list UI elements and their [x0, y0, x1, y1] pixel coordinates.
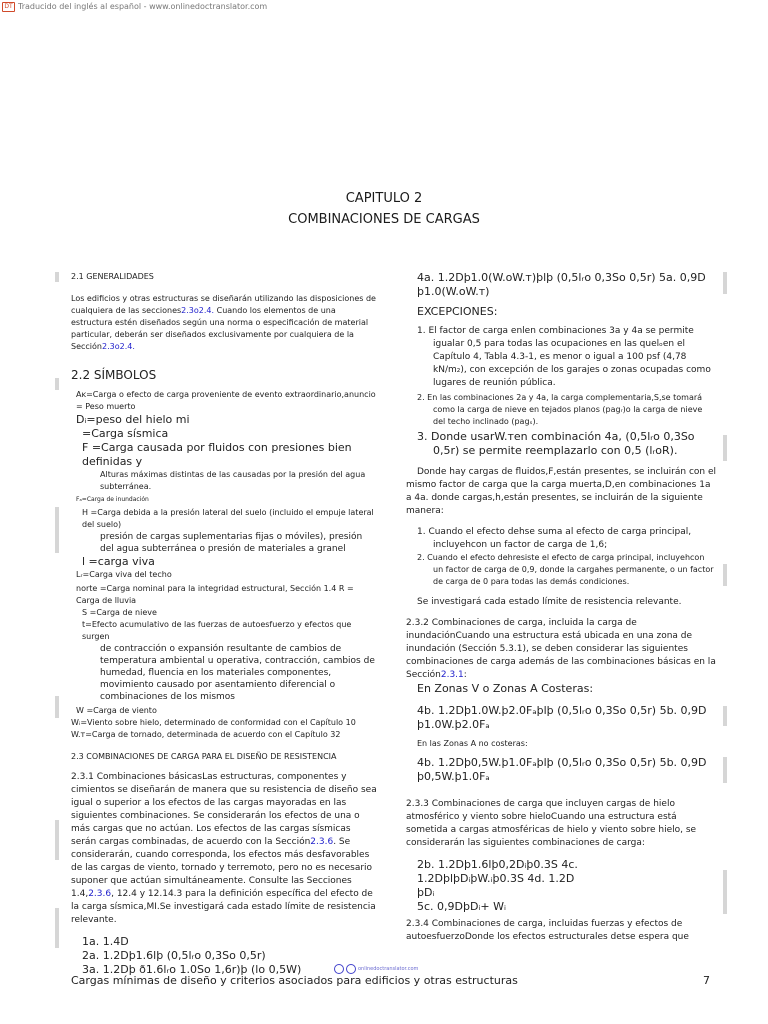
symbol-di: Dᵢ=peso del hielo mi	[76, 413, 190, 426]
formula-4c: 1.2DþlþDᵢþW.ᵢþ0.3S 4d. 1.2D	[417, 872, 575, 885]
exception-2: 2. En las combinaciones 2a y 4a, la carga complementaria,S,se tomará como la carga de nieve en tejados planos (pagᵣ)o la carga de nieve del techo inclinado (pagₛ).	[417, 393, 703, 426]
section-2-3-1-paragraph: 2.3.1 Combinaciones básicasLas estructuras, componentes y cimientos se diseñarán de manera que su resistencia de diseño sea igual o superior a los efectos de las cargas mayoradas en las siguientes combinaciones. Se considerarán los efectos de una o más cargas que no actúan. Los efectos de las cargas sísmicas serán cargas combinadas, de acuerdo con la Sección2.3.6. Se considerarán, cuando corresponda, los efectos más desfavorables de las cargas de viento, tornado y terremoto, pero no es necesario suponer que actúan simultáneamente. Consulte las Secciones 1.4,2.3.6, 12.4 y 12.14.3 para la definición específica del efecto de la carga sísmica,MI.Se investigará cada estado límite de resistencia relevante.	[71, 772, 377, 925]
translator-watermark-icon	[346, 964, 356, 974]
margin-marker	[723, 757, 727, 783]
section-link[interactable]: 2.3.6	[88, 889, 112, 899]
symbol-l: l =carga viva	[82, 555, 155, 568]
section-link[interactable]: 2.3o2.4.	[181, 306, 215, 315]
exceptions-heading: EXCEPCIONES:	[417, 305, 498, 318]
symbol-h: H =Carga debida a la presión lateral del suelo (incluido el empuje lateral del suelo)	[82, 508, 374, 529]
section-link[interactable]: 2.3o2.4.	[101, 342, 135, 351]
h-load-item-2: 2. Cuando el efecto dehresiste el efecto de carga principal, incluyehcon un factor de carga de 0,9, donde la cargahes permanente, o un factor de carga de 0 para todas las demás condiciones.	[417, 553, 714, 586]
section-2-3-2-paragraph: 2.3.2 Combinaciones de carga, incluida la carga de inundaciónCuando una estructura está ubicada en una zona de inundación (Sección 5.3.1), se deben considerar las siguientes combinaciones de carga además de las combinaciones básicas en la Sección2.3.1:	[406, 618, 716, 680]
symbol-w: W =Carga de viento	[76, 706, 157, 715]
margin-marker	[55, 908, 59, 948]
section-link[interactable]: 2.3.1	[440, 670, 464, 680]
exception-3: 3. Donde usarW.ᴛen combinación 4a, (0,5lᵣo 0,3So 0,5r) se permite reemplazarlo con 0,5 (lᵣoR).	[417, 430, 695, 457]
formula-4b-5b-a: 4b. 1.2Dþ0,5W.þ1.0Fₐþlþ (0,5lᵣo 0,3So 0,5r) 5b. 0,9D þ0,5W.þ1.0Fₐ	[417, 756, 707, 783]
translator-watermark-icon	[334, 964, 344, 974]
margin-marker	[723, 564, 727, 586]
symbol-fa: Fₐ=Carga de inundación	[76, 496, 149, 503]
section-2-2-heading: 2.2 SÍMBOLOS	[71, 368, 157, 382]
margin-marker	[55, 820, 59, 860]
section-link[interactable]: 2.3.6	[310, 837, 334, 847]
margin-marker	[55, 272, 59, 282]
page-footer: Cargas mínimas de diseño y criterios asociados para edificios y otras estructuras	[71, 974, 518, 987]
margin-marker	[55, 378, 59, 390]
margin-marker	[723, 272, 727, 294]
left-column	[71, 271, 377, 977]
section-2-3-heading: 2.3 COMBINACIONES DE CARGA PARA EL DISEÑO DE RESISTENCIA	[71, 752, 337, 761]
formula-1a: 1a. 1.4D	[82, 935, 129, 948]
symbol-h-desc: presión de cargas suplementarias fijas o móviles), presión del agua subterránea o presión de materiales a granel	[100, 532, 363, 554]
section-2-3-4-paragraph: 2.3.4 Combinaciones de carga, incluidas fuerzas y efectos de autoesfuerzoDonde los efectos estructurales detse espera que	[406, 919, 689, 942]
page-number: 7	[703, 974, 710, 987]
right-column	[406, 271, 716, 944]
fluid-loads-paragraph: Donde hay cargas de fluidos,F,están presentes, se incluirán con el mismo factor de carga que la carga muerta,D,en combinaciones 1a a 4a. donde cargas,h,están presentes, se incluirán de la siguiente manera:	[406, 467, 717, 516]
formula-5c: 5c. 0,9DþDᵢ+ Wᵢ	[417, 900, 506, 913]
margin-marker	[723, 435, 727, 461]
symbol-wt: W.ᴛ=Carga de tornado, determinada de acuerdo con el Capítulo 32	[71, 730, 341, 739]
zones-v-label: En Zonas V o Zonas A Costeras:	[417, 682, 594, 695]
margin-marker	[55, 507, 59, 553]
symbol-lr: Lᵣ=Carga viva del techo	[76, 570, 172, 579]
section-2-1-paragraph: Los edificios y otras estructuras se diseñarán utilizando las disposiciones de cualquiera de las secciones2.3o2.4. Cuando los elementos de una estructura estén diseñados según una norma o especificación de material particular, deberán ser diseñados exclusivamente por cualquiera de la Sección2.3o2.4.	[71, 294, 376, 351]
margin-marker	[723, 870, 727, 914]
chapter-number: CAPITULO 2	[345, 191, 423, 206]
symbol-f: F =Carga causada por fluidos con presiones bien definidas y	[82, 441, 352, 468]
formula-4a-5a: 4a. 1.2Dþ1.0(W.oW.ᴛ)þlþ (0,5lᵣo 0,3So 0,5r) 5a. 0,9D þ1.0(W.oW.ᴛ)	[417, 271, 706, 298]
symbol-ak: Aᴋ=Carga o efecto de carga proveniente de evento extraordinario,anuncio = Peso muerto	[76, 390, 376, 411]
limit-state-note: Se investigará cada estado límite de resistencia relevante.	[417, 597, 682, 607]
margin-marker	[55, 696, 59, 718]
symbol-s: S =Carga de nieve	[82, 608, 157, 617]
formula-3a: 3a. 1.2Dþ ð1.6lᵣo 1.0So 1,6r)þ (lo 0,5W)	[82, 963, 302, 976]
formula-2b: 2b. 1.2Dþ1.6lþ0,2Dᵢþ0.3S 4c.	[417, 858, 578, 871]
symbol-f-desc: Alturas máximas distintas de las causadas por la presión del agua subterránea.	[100, 470, 366, 491]
formula-4d: þDᵢ	[417, 886, 435, 899]
section-2-3-3-paragraph: 2.3.3 Combinaciones de carga que incluyen cargas de hielo atmosférico y viento sobre hieloCuando una estructura está sometida a cargas atmosféricas de hielo y viento sobre hielo, se considerarán las siguientes combinaciones de carga:	[406, 799, 697, 848]
exception-1: 1. El factor de carga enlen combinaciones 3a y 4a se permite igualar 0,5 para todas las ocupaciones en las quelₒen el Capítulo 4, Tabla 4.3-1, es menor o igual a 100 psf (4,78 kN/m₂), con excepción de los garajes o zonas ocupadas como lugares de reunión pública.	[417, 326, 711, 388]
formula-4b-5b-v: 4b. 1.2Dþ1.0W.þ2.0Fₐþlþ (0,5lᵣo 0,3So 0,5r) 5b. 0,9D þ1.0W.þ2.0Fₐ	[417, 704, 707, 731]
symbol-t-desc: de contracción o expansión resultante de cambios de temperatura ambiental u operativa, contracción, cambios de humedad, fluencia en los materiales componentes, movimiento causado por asentamiento diferencial o combinaciones de los mismos	[100, 644, 375, 702]
section-2-1-heading: 2.1 GENERALIDADES	[71, 272, 154, 281]
zones-a-label: En las Zonas A no costeras:	[417, 739, 528, 748]
translator-logo-icon: DT	[2, 2, 15, 12]
h-load-item-1: 1. Cuando el efecto dehse suma al efecto de carga principal, incluyehcon un factor de carga de 1,6;	[417, 527, 692, 550]
translator-banner-text[interactable]: Traducido del inglés al español - www.onlinedoctranslator.com	[18, 2, 268, 11]
symbol-e: =Carga sísmica	[82, 427, 169, 440]
margin-marker	[723, 706, 727, 726]
symbol-n: norte =Carga nominal para la integridad estructural, Sección 1.4 R = Carga de lluvia	[76, 584, 354, 605]
symbol-wi: Wᵢ=Viento sobre hielo, determinado de conformidad con el Capítulo 10	[71, 718, 356, 727]
chapter-title: COMBINACIONES DE CARGAS	[288, 212, 480, 227]
translator-watermark[interactable]: onlinedoctranslator.com	[334, 964, 418, 974]
symbol-t: t=Efecto acumulativo de las fuerzas de autoesfuerzo y efectos que surgen	[82, 620, 352, 641]
translator-banner[interactable]	[0, 0, 267, 13]
formula-2a: 2a. 1.2Dþ1.6lþ (0,5lᵣo 0,3So 0,5r)	[82, 949, 266, 962]
